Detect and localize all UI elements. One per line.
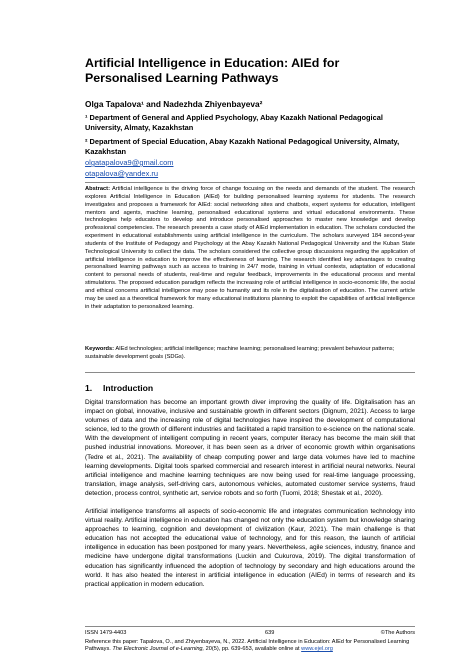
abstract-label: Abstract: xyxy=(85,186,110,192)
paper-title: Artificial Intelligence in Education: AIEd for Personalised Learning Pathways xyxy=(85,56,340,85)
section-number: 1. xyxy=(85,383,93,393)
abstract-bottom-divider xyxy=(85,372,415,373)
section-heading xyxy=(85,383,153,393)
reference-volume: 20(5), pp. 639-653, available online at xyxy=(205,646,300,653)
footer-reference xyxy=(85,639,415,654)
author-list: Olga Tapalova¹ and Nadezhda Zhiyenbayeva² xyxy=(85,99,263,109)
email-link-1[interactable]: olgatapalova9@gmail.com xyxy=(85,158,174,167)
email-link-2[interactable]: otapalova@yandex.ru xyxy=(85,169,159,178)
footer-divider xyxy=(85,626,415,627)
affiliation-1: ¹ Department of General and Applied Psychology, Abay Kazakh National Pedagogical University, Almaty, Kazakhstan xyxy=(85,113,383,133)
intro-paragraph-1: Digital transformation has become an important growth diver improving the quality of life. Digitalisation has an impact on global, innovative, inclusive and sustainable growth in different sectors (Dignum, 2021). Access to large volumes of data and the increasing role of digital technologies have inspired the development of computational science, led to the growth of different industries and facilitated a rapid transition to e-science on the national scale. With the development of intelligent computing in recent years, computer literacy has become the main skill that pushed industrial innovations. Moreover, it has been seen as a driver of economic growth within organisations (Tedre et al., 2021). The availability of cheap computing power and large data volumes have led to machine learning developments. Digital tools sparked commercial and research interest in artificial neural networks. Neural artificial intelligence and machine learning techniques are now being used for real-time language processing, translation, image analysis, self-driving cars, autonomous vehicles, automated customer service systems, fraud detection, process control, synthetic art, service robots and so forth (Tuomi, 2018; Shestak et al., 2020). xyxy=(85,399,415,497)
abstract-top-divider xyxy=(85,182,415,183)
section-title: Introduction xyxy=(103,383,154,393)
keywords-label: Keywords: xyxy=(85,346,115,352)
journal-name: The Electronic Journal of e-Learning, xyxy=(112,646,205,653)
keywords-block xyxy=(85,346,415,362)
reference-prefix: Reference this paper: Tapalova, O., and Zhiyenbayeva, N., 2022. Artificial Intelligence in Education: AIEd for Personalised Learning Pathways. xyxy=(85,639,410,653)
affiliation-2: ² Department of Special Education, Abay Kazakh National Pedagogical University, Almaty, Kazakhstan xyxy=(85,137,400,157)
intro-paragraph-2: Artificial intelligence transforms all aspects of socio-economic life and integrates communication technology into virtual reality. Artificial intelligence in education has changed not only the education system but knowledge sharing approaches to learning, cognition and development of civilization (Kaur, 2021). The main challenge is that education has not accepted the educational value of technology, and for this reason, the launch of artificial intelligence in education has been postponed for many years. Nevertheless, agile sciences, industry, finance and medicine have undergone digital transformations (Luckin and Cukurova, 2019). The digital transformation of education has significantly influenced the adoption of technology by secondary and high educations around the world. It has also heated the interest in artificial intelligence in education (AIEd) in terms of research and its practical application in modern education. xyxy=(85,508,415,588)
footer-copyright: ©The Authors xyxy=(380,630,415,636)
journal-url-link[interactable]: www.ejel.org xyxy=(301,646,333,653)
footer-issn: ISSN 1479-4403 xyxy=(85,630,127,636)
page-number: 639 xyxy=(265,630,275,636)
abstract-text: Artificial intelligence is the driving force of change focusing on the needs and demands of the student. The research explores Artificial Intelligence in Education (AIEd) for building personalised learning systems for students. The research investigates and proposes a framework for AIEd: social networking sites and chatbots, expert systems for education, intelligent mentors and agents, machine learning, personalised educational systems and virtual educational environments. These technologies help educators to develop and introduce personalised approaches to master new knowledge and develop professional competencies. The research presents a case study of AIEd implementation in education. The scholars conducted the experiment in educational establishments using artificial intelligence in the curriculum. The scholars surveyed 184 second-year students of the Institute of Pedagogy and Psychology at the Abay Kazakh National Pedagogical University and the Kuban State Technological University to collect the data. The scholars considered the collective group discussions regarding the application of artificial intelligence in education to improve the effectiveness of learning. The research identified key advantages to creating personalised learning pathways such as access to training in 24/7 mode, training in virtual contexts, adaptation of educational content to personal needs of students, real-time and regular feedback, improvements in the educational process and mental stimulations. The proposed education paradigm reflects the increasing role of artificial intelligence in socio-economic life, the social and ethical concerns artificial intelligence may pose to humanity and its role in the digitalisation of education. The current article may be used as a theoretical framework for many educational institutions planning to exploit the capabilities of artificial intelligence in their adaptation to personalized learning. xyxy=(85,186,415,310)
keywords-text: AIEd technologies; artificial intelligence; machine learning; personalised learning; prevalent behaviour patterns; sustainable development goals (SDGs). xyxy=(85,346,395,360)
abstract-block xyxy=(85,186,415,312)
